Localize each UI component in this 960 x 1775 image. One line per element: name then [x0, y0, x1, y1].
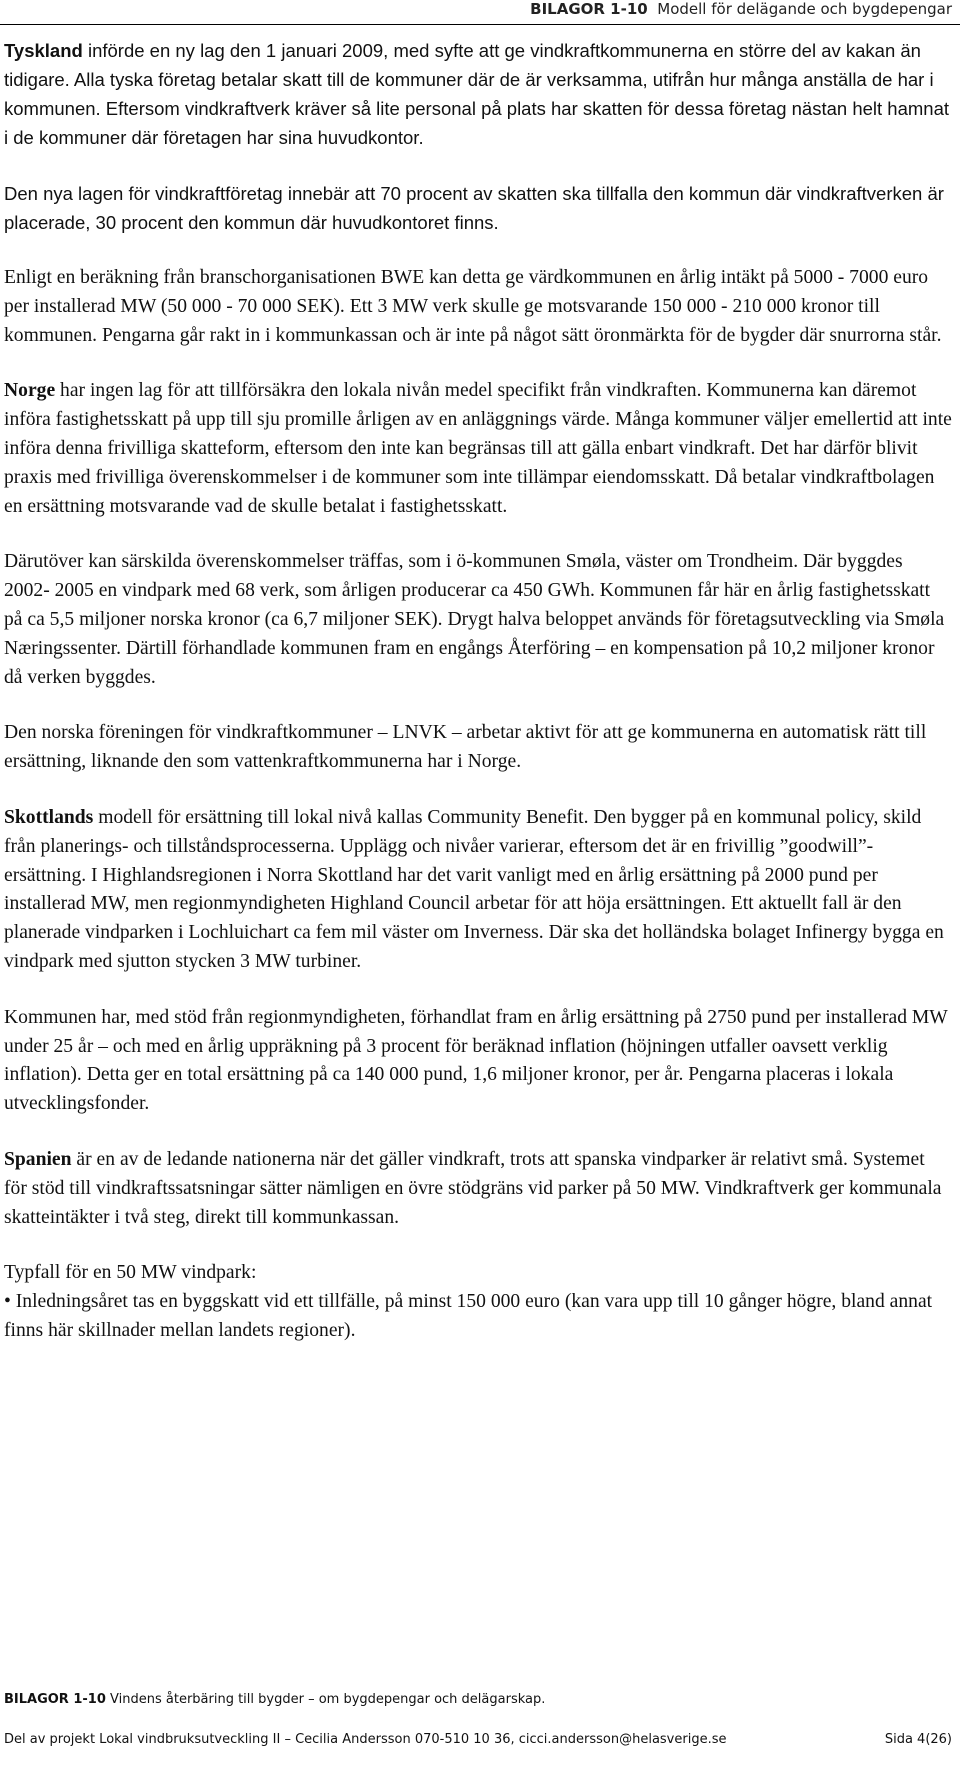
bullet-icon: • [4, 1291, 11, 1313]
header-divider [0, 24, 960, 25]
page-number: Sida 4(26) [884, 1732, 952, 1747]
paragraph-bwe-estimate: Enligt en beräkning från branschorganisationen BWE kan detta ge värdkommunen en årlig intäkt på 5000 - 7000 euro per installerad MW (50 000 - 70 000 SEK). Ett 3 MW verk skulle ge motsvarande 150 000 - 210 000 kronor till kommunen. Pengarna går rakt in i kommunkassan och är inte på något sätt öronmärkta för de bygder där snurrorna står. [4, 267, 942, 346]
footer-title: BILAGOR 1-10 Vindens återbäring till bygder – om bygdepengar och delägarskap. [4, 1692, 546, 1707]
header-code: BILAGOR 1-10 [530, 0, 648, 18]
paragraph-smola: Därutöver kan särskilda överenskommelser träffas, som i ö-kommunen Smøla, väster om Trondheim. Där byggdes 2002- 2005 en vindpark med 68 verk, som årligen producerar ca 450 GWh. Kommunen får här en årlig fastighetsskatt på ca 5,5 miljoner norska kronor (ca 6,7 miljoner SEK). Drygt halva beloppet används för företagsutveckling via Smøla Næringssenter. Därtill förhandlade kommunen fram en engångs Återföring – en kompensation på 10,2 miljoner kronor då verken byggdes. [4, 551, 945, 688]
page-header [530, 0, 952, 22]
paragraph-spain: Spanien är en av de ledande nationerna när det gäller vindkraft, trots att spanska vindparker är relativt små. Systemet för stöd till vindkraftssatsningar sätter nämligen en övre stödgräns vid parker på 50 MW. Vindkraftverk ger kommunala skatteintäkter i två steg, direkt till kommunkassan. [4, 1148, 942, 1228]
paragraph-norway: Norge har ingen lag för att tillförsäkra den lokala nivån medel specifikt från vindkraften. Kommunerna kan däremot införa fastighetsskatt på upp till sju promille årligen av en anläggnings värde. Många kommuner väljer emellertid att inte införa denna frivilliga skatteform, eftersom den inte kan begränsas till att gälla enbart vindkraft. Det har därför blivit praxis med frivilliga överenskommelser i de kommuner som inte tillämpar eiendomsskatt. Då betalar vindkraftbolagen en ersättning motsvarande vad de skulle betalat i fastighetsskatt. [4, 380, 952, 517]
footer-contact: Del av projekt Lokal vindbruksutveckling II – Cecilia Andersson 070-510 10 36, cicci.andersson@helasverige.se [4, 1732, 727, 1747]
country-spain: Spanien [4, 1148, 72, 1170]
paragraph-germany-law: Den nya lagen för vindkraftföretag innebär att 70 procent av skatten ska tillfalla den kommun där vindkraftverken är placerade, 30 procent den kommun där huvudkontoret finns. [4, 183, 944, 233]
country-germany: Tyskland [4, 40, 83, 61]
paragraph-lnvk: Den norska föreningen för vindkraftkommuner – LNVK – arbetar aktivt för att ge kommunerna en automatisk rätt till ersättning, liknande den som vattenkraftkommunerna har i Norge. [4, 722, 927, 773]
country-norway: Norge [4, 380, 56, 402]
country-scotland: Skottlands [4, 806, 94, 828]
document-body [4, 36, 952, 1373]
paragraph-scotland: Skottlands modell för ersättning till lokal nivå kallas Community Benefit. Den bygger på en kommunal policy, skild från planerings- och tillståndsprocesserna. Upplägg och nivåer varierar, eftersom det är en frivillig ”goodwill”-ersättning. I Highlandsregionen i Norra Skottland har det varit vanligt med en årlig ersättning på 2000 pund per installerad MW, men regionmyndigheten Highland Council arbetar för att höja ersättningen. Ett aktuellt fall är den planerade vindparken i Lochluichart ca fem mil väster om Inverness. Där ska det holländska bolaget Infinergy bygga en vindpark med sjutton stycken 3 MW turbiner. [4, 806, 944, 972]
header-title: Modell för delägande och bygdepengar [657, 0, 952, 18]
typical-case-item: • Inledningsåret tas en byggskatt vid ett tillfälle, på minst 150 000 euro (kan vara upp till 10 gånger högre, bland annat finns här skillnader mellan landets regioner). [4, 1291, 933, 1341]
paragraph-scotland-agreement: Kommunen har, med stöd från regionmyndigheten, förhandlat fram en årlig ersättning på 2750 pund per installerad MW under 25 år – och med en årlig uppräkning på 3 procent för beräknad inflation (höjningen utfaller oavsett verklig inflation). Detta ger en total ersättning på ca 140 000 pund, 1,6 miljoner kronor, per år. Pengarna placeras i lokala utvecklingsfonder. [4, 1006, 948, 1115]
paragraph-germany: Tyskland införde en ny lag den 1 januari 2009, med syfte att ge vindkraftkommunerna en större del av kakan än tidigare. Alla tyska företag betalar skatt till de kommuner där de är verksamma, utifrån hur många anställa de har i kommunen. Eftersom vindkraftverk kräver så lite personal på plats har skatten för dessa företag nästan helt hamnat i de kommuner där företagen har sina huvudkontor. [4, 40, 949, 148]
typical-case-heading: Typfall för en 50 MW vindpark: [4, 1262, 257, 1284]
